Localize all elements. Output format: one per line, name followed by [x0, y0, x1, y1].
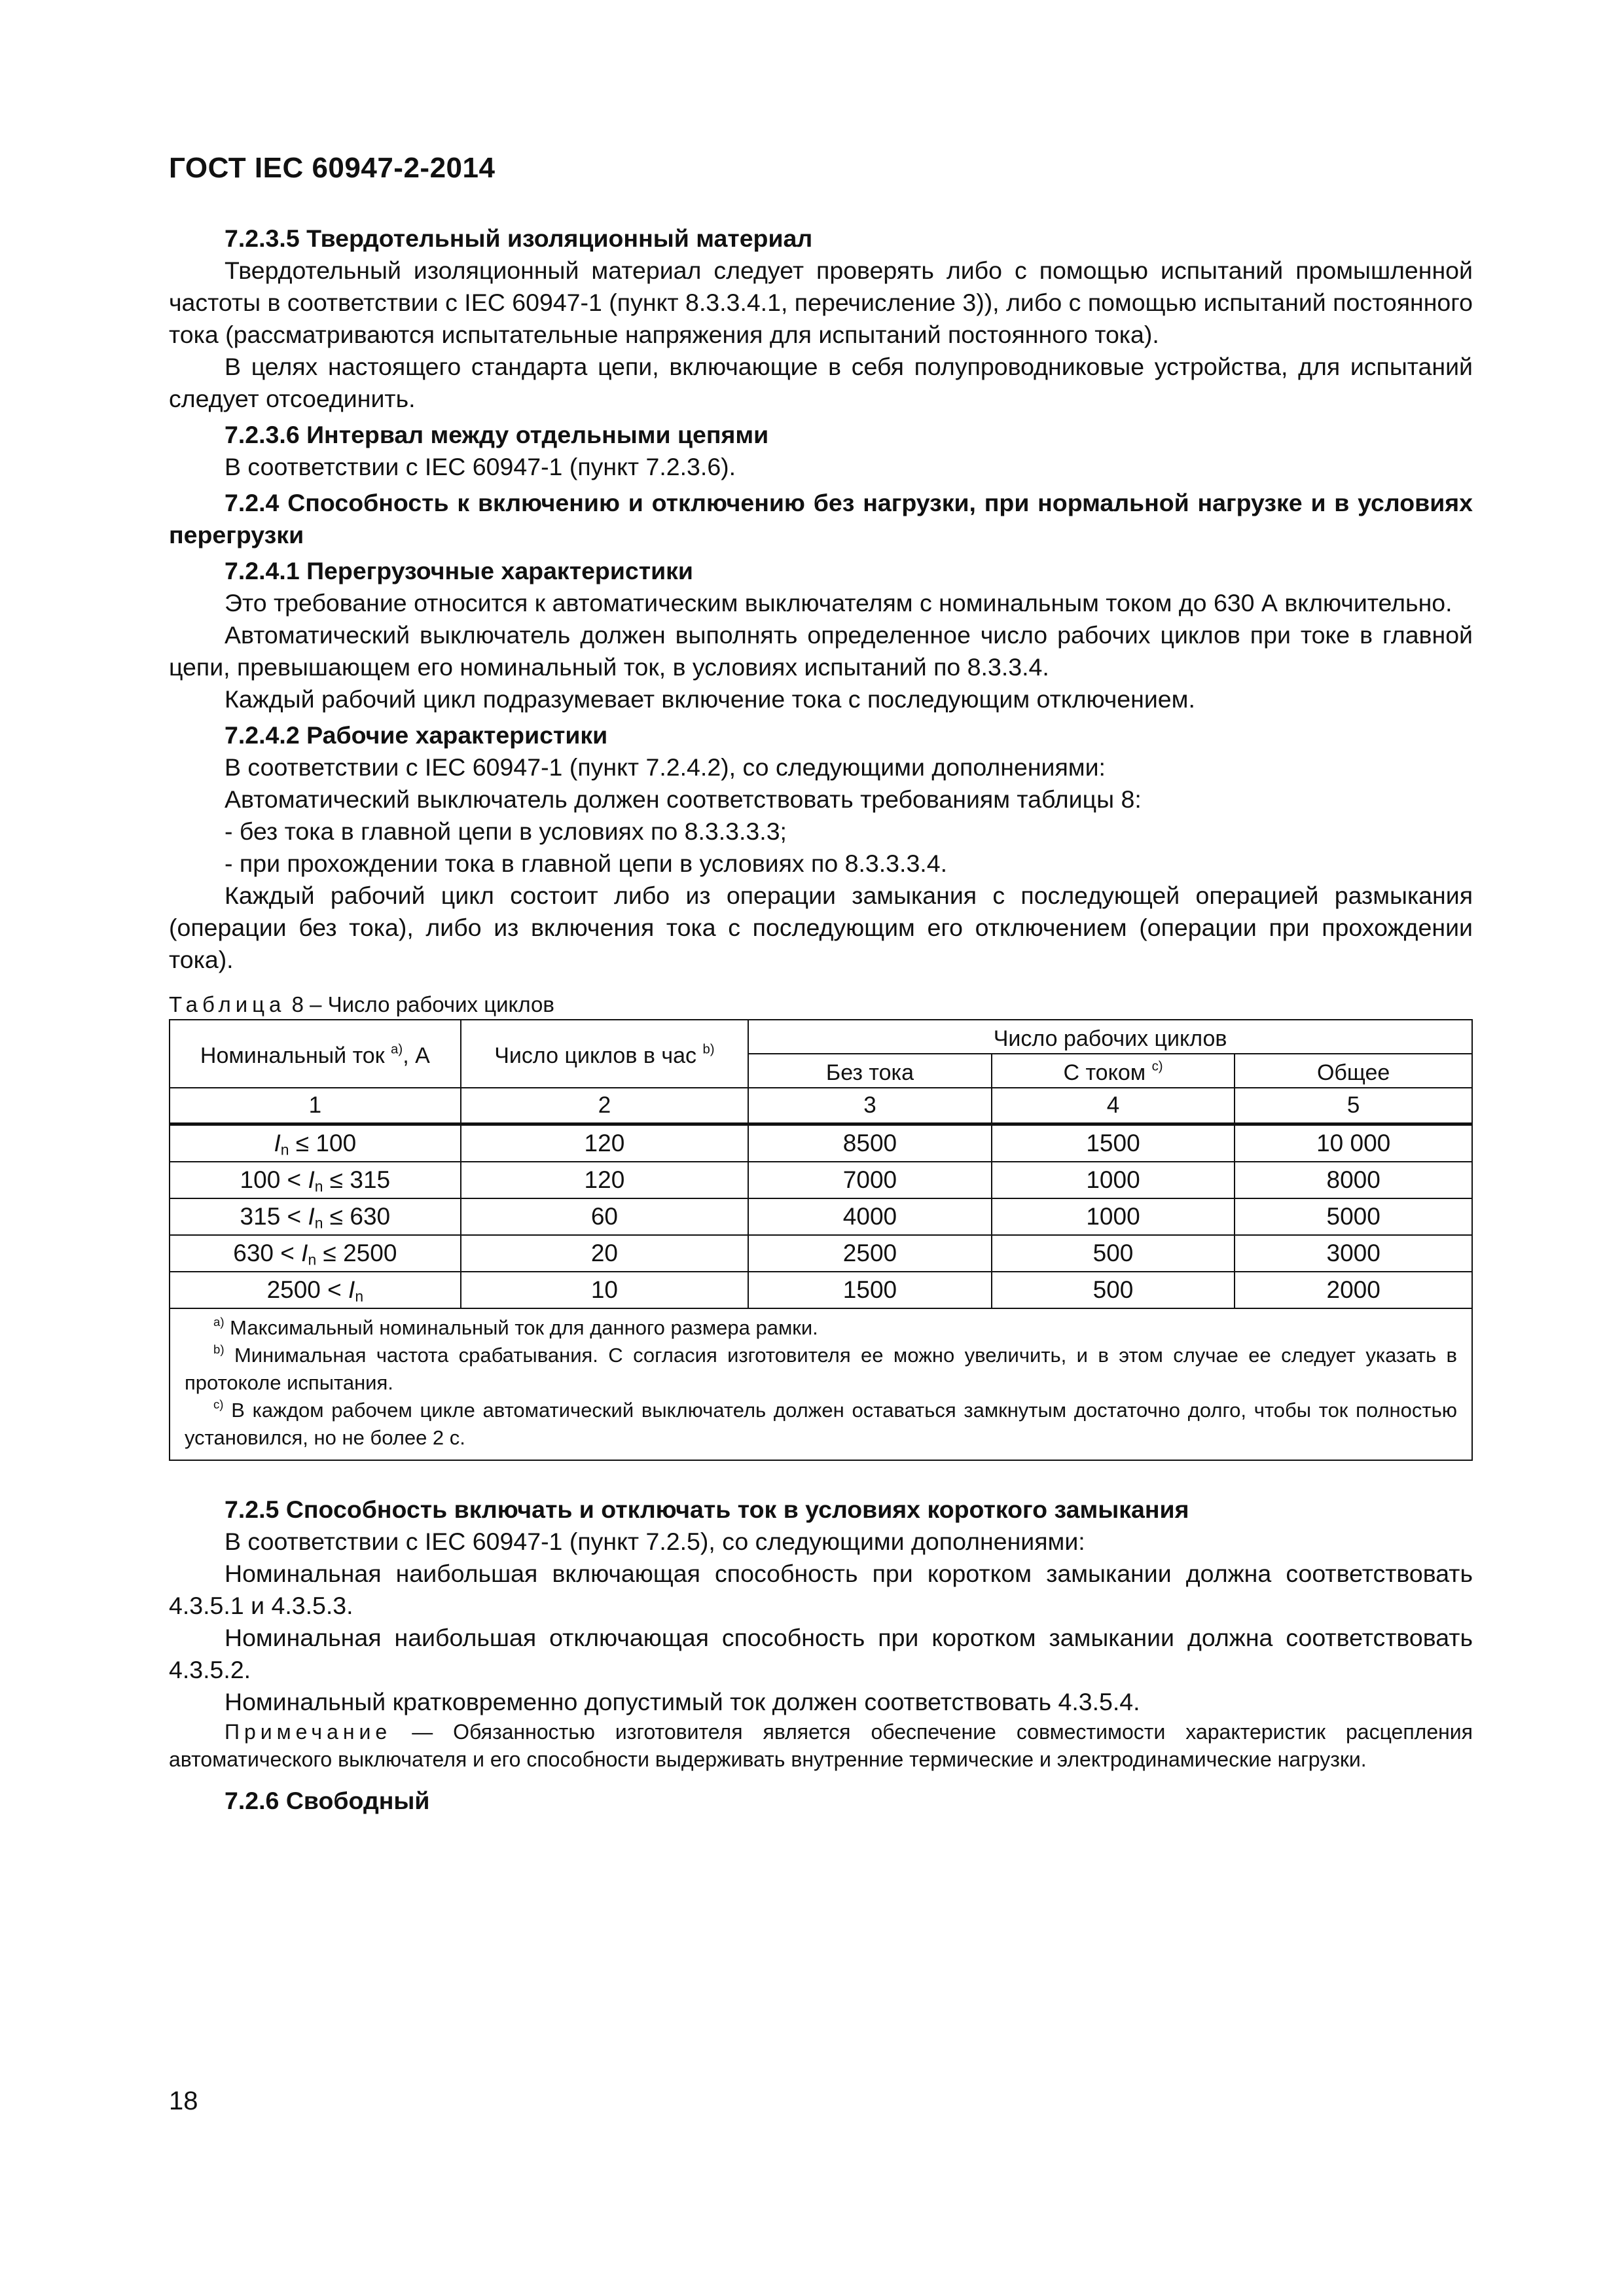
section-7-2-6-heading: 7.2.6 Свободный: [225, 1787, 430, 1814]
total-cell: 8000: [1235, 1162, 1472, 1198]
section-7-2-4-1-paragraph-3: Каждый рабочий цикл подразумевает включение тока с последующим отключением.: [225, 685, 1195, 713]
section-7-2-5-paragraph-4: Номинальный кратковременно допустимый ток должен соответствовать 4.3.5.4.: [225, 1688, 1140, 1715]
table-row: [170, 1235, 1472, 1272]
table-8-caption: [169, 990, 1473, 1019]
column-number: 5: [1235, 1088, 1472, 1124]
table-row: [170, 1162, 1472, 1198]
section-7-2-4-2-list-item-1: - без тока в главной цепи в условиях по 8.3.3.3.3;: [225, 817, 787, 845]
with-current-cell: 500: [992, 1272, 1235, 1308]
with-current-cell: 1000: [992, 1198, 1235, 1235]
column-number-row: [170, 1088, 1472, 1124]
table-row: [170, 1272, 1472, 1308]
section-7-2-4-1-paragraph-1: Это требование относится к автоматическим выключателям с номинальным током до 630 А включительно.: [225, 589, 1453, 617]
footnote-b: $^{b)}$ Минимальная частота срабатывания. С согласия изготовителя ее можно увеличить, и в этом случае ее следует указать в протоколе испытания.: [185, 1342, 1457, 1394]
column-number: 4: [992, 1088, 1235, 1124]
rated-current-range-cell: $I_n \le 100$: [170, 1124, 461, 1162]
header-rated-current: Номинальный ток $^{a)}$, А: [170, 1020, 461, 1088]
header-total: Общее: [1235, 1054, 1472, 1088]
section-7-2-4-heading: 7.2.4 Способность к включению и отключению без нагрузки, при нормальной нагрузке и в условиях перегрузки: [169, 489, 1473, 548]
section-7-2-3-6-heading: 7.2.3.6 Интервал между отдельными цепями: [225, 421, 769, 448]
footnote-c: $^{c)}$ В каждом рабочем цикле автоматический выключатель должен оставаться замкнутым достаточно долго, чтобы ток полностью установился, но не более 2 с.: [185, 1397, 1457, 1449]
table-footnotes: [170, 1308, 1472, 1460]
cycles-per-hour-cell: 20: [461, 1235, 749, 1272]
cycles-per-hour-cell: 120: [461, 1124, 749, 1162]
total-cell: 10 000: [1235, 1124, 1472, 1162]
table-row: [170, 1198, 1472, 1235]
header-cycles-per-hour: Число циклов в час $^{b)}$: [461, 1020, 749, 1088]
cycles-per-hour-cell: 10: [461, 1272, 749, 1308]
section-7-2-5-note: [169, 1718, 1473, 1773]
section-7-2-4-2-heading: 7.2.4.2 Рабочие характеристики: [225, 721, 608, 749]
total-cell: 2000: [1235, 1272, 1472, 1308]
document-code-header: ГОСТ IEC 60947-2-2014: [169, 152, 496, 184]
header-with-current: С током $^{c)}$: [992, 1054, 1235, 1088]
cycles-per-hour-cell: 120: [461, 1162, 749, 1198]
rated-current-range-cell: $630 < I_n \le 2500$: [170, 1235, 461, 1272]
section-7-2-5-paragraph-2: Номинальная наибольшая включающая способность при коротком замыкании должна соответствовать 4.3.5.1 и 4.3.5.3.: [169, 1560, 1473, 1619]
total-cell: 3000: [1235, 1235, 1472, 1272]
section-7-2-4-2-list-item-2: - при прохождении тока в главной цепи в условиях по 8.3.3.3.4.: [225, 850, 947, 877]
rated-current-range-cell: $2500 < I_n$: [170, 1272, 461, 1308]
table-footnotes-row: [170, 1308, 1472, 1460]
section-7-2-4-2-paragraph-2: Автоматический выключатель должен соответствовать требованиям таблицы 8:: [225, 785, 1142, 813]
footnote-a: $^{a)}$ Максимальный номинальный ток для данного размера рамки.: [213, 1314, 818, 1339]
section-7-2-3-5-paragraph-1: Твердотельный изоляционный материал следует проверять либо с помощью испытаний промышленной частоты в соответствии с IEC 60947-1 (пункт 8.3.3.4.1, перечисление 3)), либо с помощью испытаний постоянного тока (рассматриваются испытательные напряжения для испытаний постоянного тока).: [169, 257, 1473, 348]
no-current-cell: 7000: [748, 1162, 992, 1198]
cycles-per-hour-cell: 60: [461, 1198, 749, 1235]
no-current-cell: 8500: [748, 1124, 992, 1162]
section-7-2-3-5-paragraph-2: В целях настоящего стандарта цепи, включающие в себя полупроводниковые устройства, для испытаний следует отсоединить.: [169, 353, 1473, 412]
table-row: [170, 1124, 1472, 1162]
header-no-current: Без тока: [748, 1054, 992, 1088]
rated-current-range-cell: $100 < I_n \le 315$: [170, 1162, 461, 1198]
table-header-row-1: [170, 1020, 1472, 1054]
page-body: [169, 223, 1473, 1817]
column-number: 3: [748, 1088, 992, 1124]
section-7-2-3-6-paragraph-1: В соответствии с IEC 60947-1 (пункт 7.2.3.6).: [225, 453, 736, 480]
section-7-2-4-2-paragraph-1: В соответствии с IEC 60947-1 (пункт 7.2.4.2), со следующими дополнениями:: [225, 753, 1106, 781]
section-7-2-4-1-heading: 7.2.4.1 Перегрузочные характеристики: [225, 557, 693, 584]
section-7-2-5-paragraph-1: В соответствии с IEC 60947-1 (пункт 7.2.5), со следующими дополнениями:: [225, 1528, 1085, 1555]
page-number: 18: [169, 2087, 198, 2115]
header-operating-cycles: Число рабочих циклов: [748, 1020, 1472, 1054]
section-7-2-3-5-heading: 7.2.3.5 Твердотельный изоляционный материал: [225, 224, 813, 252]
total-cell: 5000: [1235, 1198, 1472, 1235]
rated-current-range-cell: $315 < I_n \le 630$: [170, 1198, 461, 1235]
no-current-cell: 1500: [748, 1272, 992, 1308]
with-current-cell: 500: [992, 1235, 1235, 1272]
note-text: — Обязанностью изготовителя является обеспечение совместимости характеристик расцепления автоматического выключателя и его способности выдерживать внутренние термические и электродинамические нагрузки.: [169, 1720, 1473, 1771]
section-7-2-5-heading: 7.2.5 Способность включать и отключать ток в условиях короткого замыкания: [225, 1496, 1189, 1523]
table-8-caption-text: 8 – Число рабочих циклов: [291, 992, 554, 1016]
table-8: [169, 1019, 1473, 1461]
table-8-caption-label: Таблица: [169, 992, 286, 1016]
no-current-cell: 4000: [748, 1198, 992, 1235]
note-label: Примечание: [225, 1720, 392, 1744]
with-current-cell: 1000: [992, 1162, 1235, 1198]
column-number: 1: [170, 1088, 461, 1124]
column-number: 2: [461, 1088, 749, 1124]
section-7-2-4-1-paragraph-2: Автоматический выключатель должен выполнять определенное число рабочих циклов при токе в главной цепи, превышающем его номинальный ток, в условиях испытаний по 8.3.3.4.: [169, 621, 1473, 681]
section-7-2-4-2-paragraph-5: Каждый рабочий цикл состоит либо из операции замыкания с последующей операцией размыкания (операции без тока), либо из включения тока с последующим его отключением (операции при прохождении тока).: [169, 882, 1473, 973]
with-current-cell: 1500: [992, 1124, 1235, 1162]
no-current-cell: 2500: [748, 1235, 992, 1272]
section-7-2-5-paragraph-3: Номинальная наибольшая отключающая способность при коротком замыкании должна соответствовать 4.3.5.2.: [169, 1624, 1473, 1683]
